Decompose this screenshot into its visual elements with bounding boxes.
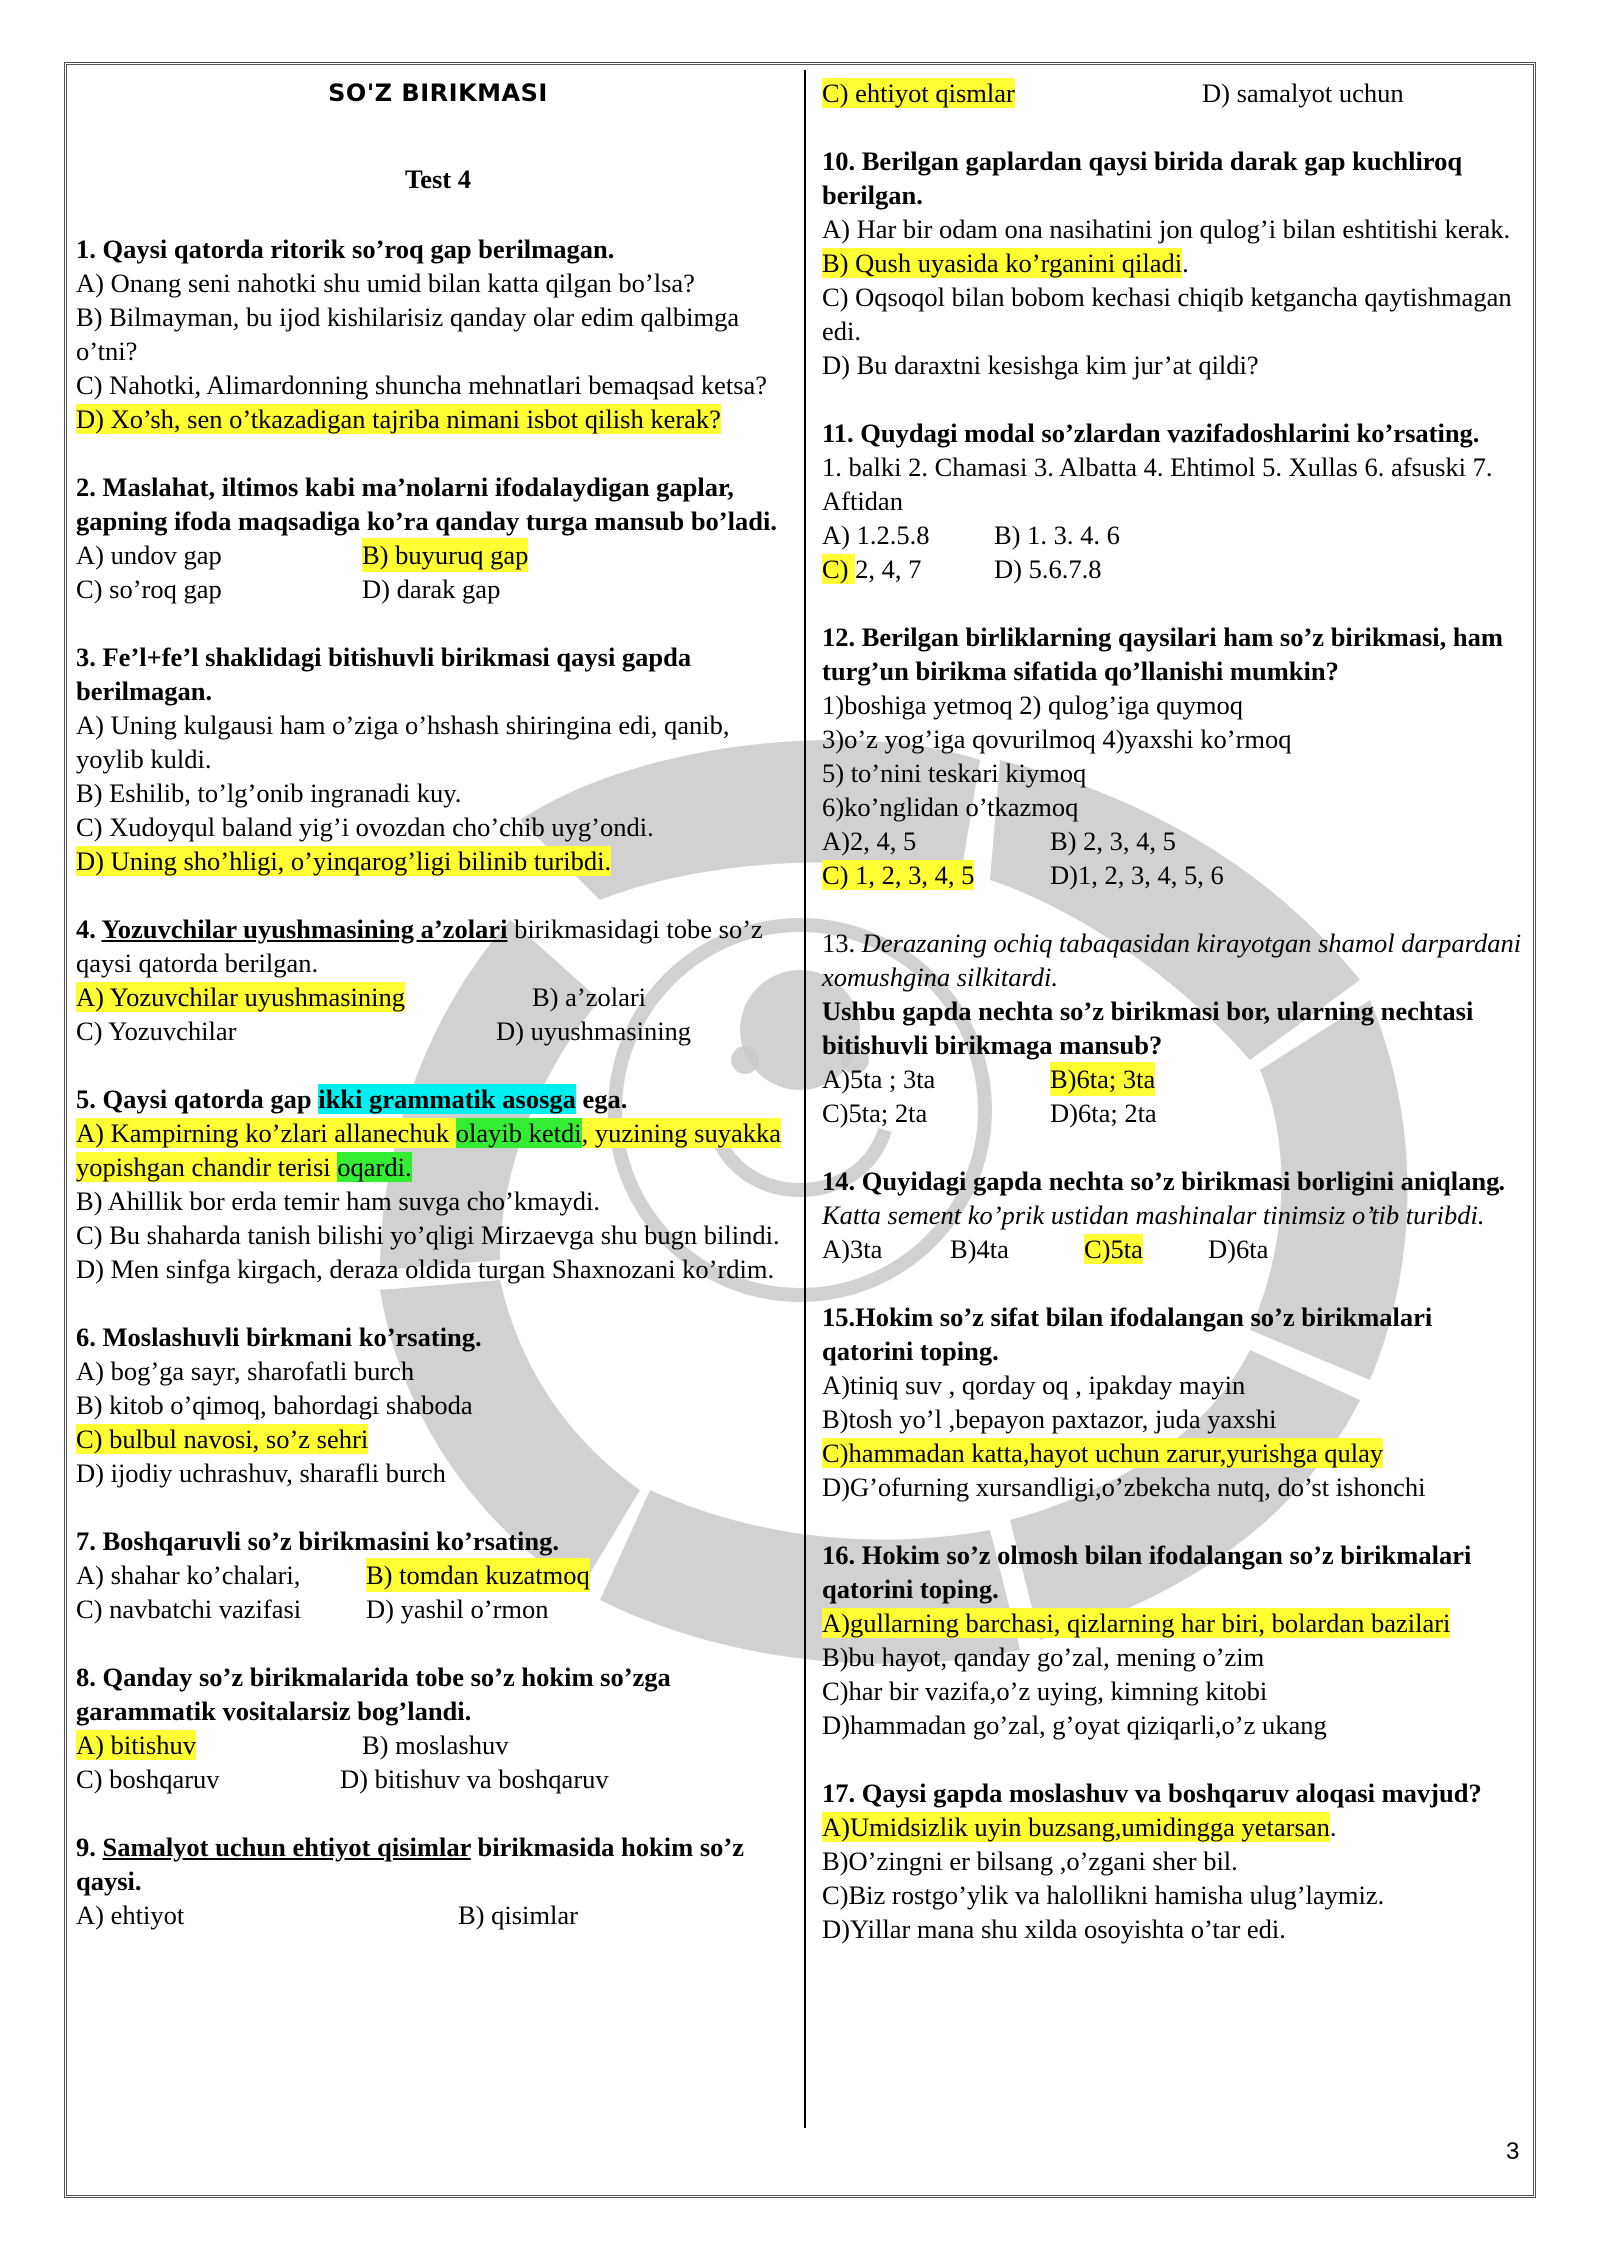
option-b: B) a’zolari xyxy=(532,982,647,1012)
option-b: B)4ta xyxy=(950,1234,1009,1264)
option-b-dot: . xyxy=(1182,248,1189,278)
option-b-answer: B) buyuruq gap xyxy=(362,540,529,570)
option-c: C) so’roq gap xyxy=(76,574,222,604)
option-b: B) 1. 3. 4. 6 xyxy=(994,520,1120,550)
option-c-answer xyxy=(822,552,994,586)
option-a: A)5ta ; 3ta xyxy=(822,1064,936,1094)
question-text: 8. Qanday so’z birikmalarida tobe so’z hokim so’zga garammatik vositalarsiz bog’landi. xyxy=(76,1662,671,1726)
option-c: C)5ta; 2ta xyxy=(822,1098,928,1128)
list-item: 1)boshiga yetmoq 2) qulog’iga quymoq xyxy=(822,690,1243,720)
question-15 xyxy=(822,1300,1530,1504)
option-b-answer: B)6ta; 3ta xyxy=(1050,1064,1156,1094)
list-item: 6)ko’nglidan o’tkazmoq xyxy=(822,792,1079,822)
question-text: 17. Qaysi gapda moslashuv va boshqaruv aloqasi mavjud? xyxy=(822,1778,1482,1808)
question-text: 11. Quydagi modal so’zlardan vazifadoshlarini ko’rsating. xyxy=(822,418,1480,448)
option-d: D)6ta; 2ta xyxy=(1050,1098,1157,1128)
question-highlight: ikki grammatik asosga xyxy=(318,1084,576,1114)
question-items: 1. balki 2. Chamasi 3. Albatta 4. Ehtimol 5. Xullas 6. afsuski 7. Aftidan xyxy=(822,452,1493,516)
option-a: A)tiniq suv , qorday oq , ipakday mayin xyxy=(822,1370,1246,1400)
option-a-answer: A)gullarning barchasi, qizlarning har biri, bolardan bazilari xyxy=(822,1608,1451,1638)
option-a: A)3ta xyxy=(822,1234,883,1264)
option-b: B)tosh yo’l ,bepayon paxtazor, juda yaxshi xyxy=(822,1404,1277,1434)
option-a: A) undov gap xyxy=(76,540,222,570)
option-b: B) moslashuv xyxy=(362,1730,509,1760)
question-3 xyxy=(76,640,800,878)
question-10 xyxy=(822,144,1530,382)
option-a-dot: . xyxy=(1329,1812,1337,1842)
option-a-answer xyxy=(822,1810,1530,1844)
right-column xyxy=(822,76,1530,1946)
option-b-answer xyxy=(822,246,1530,280)
option-d: D)1, 2, 3, 4, 5, 6 xyxy=(1050,860,1224,890)
question-start: 5. Qaysi qatorda gap xyxy=(76,1084,319,1114)
question-number: 4. xyxy=(76,914,102,944)
question-rest: birikmasida hokim so’z qaysi. xyxy=(76,1832,744,1896)
sentence-text: Derazaning ochiq tabaqasidan kirayotgan shamol darpardani xomushgina silkitardi. xyxy=(822,928,1522,992)
question-13 xyxy=(822,926,1530,1130)
question-1 xyxy=(76,232,800,436)
option-d: D) bitishuv va boshqaruv xyxy=(340,1764,609,1794)
option-a: A)2, 4, 5 xyxy=(822,826,917,856)
list-item: 3)o’z yog’iga qovurilmoq 4)yaxshi ko’rmoq xyxy=(822,724,1292,754)
option-b: B) Eshilib, to’lg’onib ingranadi kuy. xyxy=(76,778,462,808)
question-11 xyxy=(822,416,1530,586)
option-d: D) samalyot uchun xyxy=(1202,78,1404,108)
question-sentence xyxy=(822,926,1530,994)
question-underlined: Samalyot uchun ehtiyot qisimlar xyxy=(102,1832,471,1862)
option-a-predicate1: olayib ketdi xyxy=(455,1118,582,1148)
option-d: D) Men sinfga kirgach, deraza oldida turgan Shaxnozani ko’rdim. xyxy=(76,1254,775,1284)
option-a-text: A)Umidsizlik uyin buzsang,umidingga yetarsan xyxy=(822,1812,1330,1842)
test-subtitle: Test 4 xyxy=(404,164,472,194)
option-b: B) kitob o’qimoq, bahordagi shaboda xyxy=(76,1390,473,1420)
option-c: C)Biz rostgo’ylik va halollikni hamisha ulug’laymiz. xyxy=(822,1880,1385,1910)
option-d: D)6ta xyxy=(1208,1234,1269,1264)
option-a: A) bog’ga sayr, sharofatli burch xyxy=(76,1356,415,1386)
question-text xyxy=(76,1830,800,1898)
question-text xyxy=(76,912,800,980)
option-c-answer: C)hammadan katta,hayot uchun zarur,yurishga qulay xyxy=(822,1438,1384,1468)
option-d: D) 5.6.7.8 xyxy=(994,554,1102,584)
question-text: 3. Fe’l+fe’l shaklidagi bitishuvli birikmasi qaysi gapda berilmagan. xyxy=(76,642,692,706)
question-8 xyxy=(76,1660,800,1796)
option-b: B) 2, 3, 4, 5 xyxy=(1050,826,1176,856)
option-c-answer: C) 1, 2, 3, 4, 5 xyxy=(822,860,975,890)
option-c: C) navbatchi vazifasi xyxy=(76,1594,302,1624)
question-12 xyxy=(822,620,1530,892)
option-d: D) Bu daraxtni kesishga kim jur’at qildi? xyxy=(822,350,1259,380)
question-main: 14. Quyidagi gapda nechta so’z birikmasi borligini aniqlang xyxy=(822,1166,1500,1196)
question-text xyxy=(76,1082,800,1116)
option-b-text: B) Qush uyasida ko’rganini qiladi xyxy=(822,248,1183,278)
column-divider xyxy=(804,70,806,2128)
option-c-answer: C) ehtiyot qismlar xyxy=(822,78,1015,108)
option-a: A) shahar ko’chalari, xyxy=(76,1560,301,1590)
question-text xyxy=(822,1164,1530,1198)
question-text: 6. Moslashuvli birkmani ko’rsating. xyxy=(76,1322,482,1352)
option-a-answer xyxy=(76,1116,800,1184)
question-2 xyxy=(76,470,800,606)
option-b: B)bu hayot, qanday go’zal, mening o’zim xyxy=(822,1642,1265,1672)
option-c-label: C) xyxy=(822,554,856,584)
question-text: 10. Berilgan gaplardan qaysi birida darak gap kuchliroq berilgan. xyxy=(822,146,1463,210)
question-end: ega. xyxy=(575,1084,628,1114)
option-a: A) 1.2.5.8 xyxy=(822,520,930,550)
question-9 xyxy=(76,1830,800,1932)
question-7 xyxy=(76,1524,800,1626)
question-text: 1. Qaysi qatorda ritorik so’roq gap berilmagan. xyxy=(76,234,615,264)
option-a: A) Onang seni nahotki shu umid bilan katta qilgan bo’lsa? xyxy=(76,268,695,298)
question-text: 12. Berilgan birliklarning qaysilari ham so’z birikmasi, ham turg’un birikma sifatida qo’llanishi mumkin? xyxy=(822,622,1503,686)
question-number: 13. xyxy=(822,928,862,958)
question-14 xyxy=(822,1164,1530,1266)
option-a-answer: A) Yozuvchilar uyushmasining xyxy=(76,982,406,1012)
option-c: C)har bir vazifa,o’z uying, kimning kitobi xyxy=(822,1676,1268,1706)
question-5 xyxy=(76,1082,800,1286)
question-dot: . xyxy=(1499,1166,1506,1196)
option-a-answer: A) bitishuv xyxy=(76,1730,196,1760)
question-text: 2. Maslahat, iltimos kabi ma’nolarni ifodalaydigan gaplar, gapning ifoda maqsadiga ko’ra qanday turga mansub bo’ladi. xyxy=(76,472,777,536)
option-c: C) boshqaruv xyxy=(76,1764,220,1794)
option-c: C) Nahotki, Alimardonning shuncha mehnatlari bemaqsad ketsa? xyxy=(76,370,768,400)
question-text: Ushbu gapda nechta so’z birikmasi bor, ularning nechtasi bitishuvli birikmaga mansub? xyxy=(822,996,1474,1060)
option-b: B)O’zingni er bilsang ,o’zgani sher bil. xyxy=(822,1846,1238,1876)
option-d: D) uyushmasining xyxy=(496,1016,692,1046)
question-number: 9. xyxy=(76,1832,103,1862)
question-text: 7. Boshqaruvli so’z birikmasini ko’rsating. xyxy=(76,1526,559,1556)
question-9-continued xyxy=(822,76,1530,110)
question-underlined: Yozuvchilar uyushmasining a’zolari xyxy=(101,914,508,944)
option-c-answer: C) bulbul navosi, so’z sehri xyxy=(76,1424,369,1454)
question-16 xyxy=(822,1538,1530,1742)
option-d: D) darak gap xyxy=(362,574,501,604)
option-a-predicate2: oqardi. xyxy=(337,1152,412,1182)
option-c-answer: C)5ta xyxy=(1084,1234,1143,1264)
option-a: A) Uning kulgausi ham o’ziga o’hshash shiringina edi, qanib, yoylib kuldi. xyxy=(76,710,730,774)
question-text: 15.Hokim so’z sifat bilan ifodalangan so’z birikmalari qatorini toping. xyxy=(822,1302,1433,1366)
option-a: A) ehtiyot xyxy=(76,1900,185,1930)
option-d-answer: D) Uning sho’hligi, o’yinqarog’ligi bilinib turibdi. xyxy=(76,846,612,876)
option-d: D) ijodiy uchrashuv, sharafli burch xyxy=(76,1458,446,1488)
option-c: C) Oqsoqol bilan bobom kechasi chiqib ketgancha qaytishmagan edi. xyxy=(822,282,1512,346)
option-c: C) Yozuvchilar xyxy=(76,1016,237,1046)
question-rest: birikmasidagi tobe so’z qaysi qatorda berilgan. xyxy=(76,914,763,978)
question-17 xyxy=(822,1776,1530,1946)
option-c: C) Xudoyqul baland yig’i ovozdan cho’chib uyg’ondi. xyxy=(76,812,654,842)
question-4 xyxy=(76,912,800,1048)
page-number: 3 xyxy=(1506,2138,1520,2165)
question-sentence: Katta sement ko’prik ustidan mashinalar tinimsiz o’tib turibdi. xyxy=(822,1200,1485,1230)
list-item: 5) to’nini teskari kiymoq xyxy=(822,758,1087,788)
option-c: C) Bu shaharda tanish bilishi yo’qligi Mirzaevga shu bugn bilindi. xyxy=(76,1220,780,1250)
option-b: B) Bilmayman, bu ijod kishilarisiz qanday olar edim qalbimga o’tni? xyxy=(76,302,740,366)
option-b: B) Ahillik bor erda temir ham suvga cho’kmaydi. xyxy=(76,1186,600,1216)
option-d: D)Yillar mana shu xilda osoyishta o’tar edi. xyxy=(822,1914,1286,1944)
option-a-part2: , yuzining suyakka yopishgan chandir terisi xyxy=(76,1118,782,1182)
option-b: B) qisimlar xyxy=(458,1900,578,1930)
question-6 xyxy=(76,1320,800,1490)
option-c-value: 2, 4, 7 xyxy=(855,554,922,584)
option-a-part1: A) Kampirning ko’zlari allanechuk xyxy=(76,1118,456,1148)
option-d: D)G’ofurning xursandligi,o’zbekcha nutq, do’st ishonchi xyxy=(822,1472,1426,1502)
option-d-answer: D) Xo’sh, sen o’tkazadigan tajriba nimani isbot qilish kerak? xyxy=(76,404,721,434)
left-column xyxy=(76,76,800,1932)
question-text: 16. Hokim so’z olmosh bilan ifodalangan so’z birikmalari qatorini toping. xyxy=(822,1540,1472,1604)
option-d: D) yashil o’rmon xyxy=(366,1594,549,1624)
option-d: D)hammadan go’zal, g’oyat qiziqarli,o’z ukang xyxy=(822,1710,1327,1740)
option-b-answer: B) tomdan kuzatmoq xyxy=(366,1560,590,1590)
page-title: SO'Z BIRIKMASI xyxy=(328,79,548,107)
option-a: A) Har bir odam ona nasihatini jon qulog’i bilan eshtitishi kerak. xyxy=(822,214,1511,244)
